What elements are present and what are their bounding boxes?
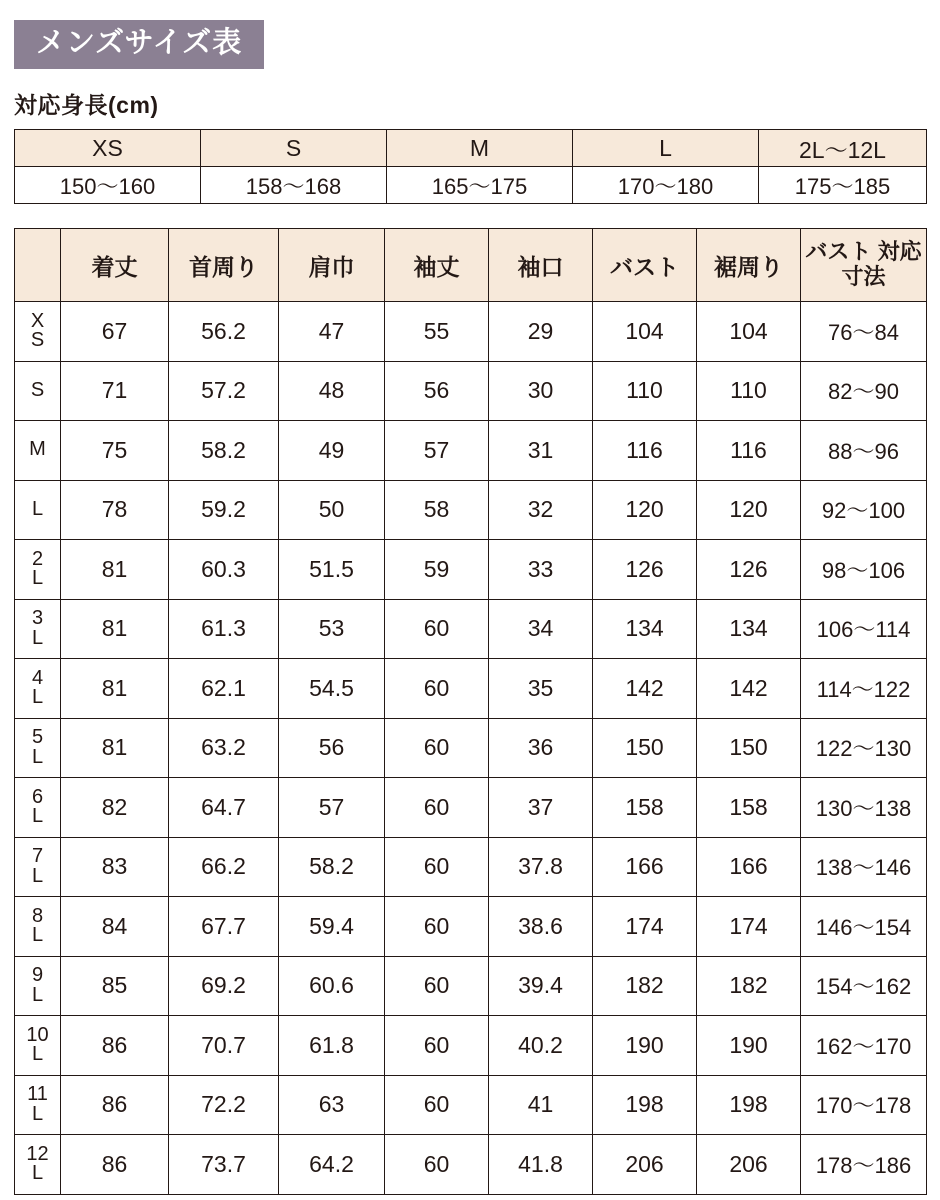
row-size-label (15, 778, 61, 838)
row-size-label-line: 7 (31, 845, 44, 868)
cell-measurement: 48 (279, 361, 385, 421)
cell-measurement: 198 (697, 1075, 801, 1135)
row-size-label-line: 2 (31, 547, 44, 570)
cell-measurement: 86 (61, 1075, 169, 1135)
row-size-label-line: M (29, 438, 46, 461)
row-size-label-line: S (30, 329, 45, 352)
cell-bust-fit-range: 146〜154 (801, 897, 927, 957)
cell-bust-fit-range: 138〜146 (801, 837, 927, 897)
cell-measurement: 67 (61, 302, 169, 362)
cell-measurement: 126 (697, 540, 801, 600)
row-size-label-line: 10 (26, 1023, 49, 1046)
cell-measurement: 110 (697, 361, 801, 421)
cell-measurement: 70.7 (169, 1016, 279, 1076)
cell-measurement: 59.2 (169, 480, 279, 540)
height-value-cell: 170〜180 (573, 167, 759, 204)
row-size-label (15, 480, 61, 540)
cell-measurement: 63 (279, 1075, 385, 1135)
cell-measurement: 60.3 (169, 540, 279, 600)
row-size-label-line: 5 (31, 726, 44, 749)
cell-measurement: 32 (489, 480, 593, 540)
cell-measurement: 206 (697, 1135, 801, 1195)
row-size-label-line: S (30, 378, 45, 401)
table-row (15, 1135, 927, 1195)
cell-measurement: 56 (385, 361, 489, 421)
cell-measurement: 31 (489, 421, 593, 481)
row-size-label-line: 11 (27, 1083, 48, 1106)
column-header-cuff: 袖口 (489, 229, 593, 302)
cell-bust-fit-range: 88〜96 (801, 421, 927, 481)
cell-measurement: 190 (593, 1016, 697, 1076)
row-size-label (15, 897, 61, 957)
measurements-body (15, 302, 927, 1195)
cell-measurement: 60 (385, 659, 489, 719)
row-size-label-line: L (31, 1162, 44, 1185)
cell-measurement: 58.2 (169, 421, 279, 481)
cell-measurement: 57 (385, 421, 489, 481)
table-row (15, 956, 927, 1016)
height-table (14, 129, 927, 204)
cell-measurement: 174 (593, 897, 697, 957)
row-size-label-line: L (31, 864, 44, 887)
cell-measurement: 50 (279, 480, 385, 540)
cell-measurement: 33 (489, 540, 593, 600)
table-row (15, 480, 927, 540)
row-size-label (15, 956, 61, 1016)
row-size-label-line: 9 (31, 964, 44, 987)
cell-measurement: 142 (593, 659, 697, 719)
cell-measurement: 60.6 (279, 956, 385, 1016)
cell-measurement: 58.2 (279, 837, 385, 897)
cell-measurement: 142 (697, 659, 801, 719)
cell-bust-fit-range: 122〜130 (801, 718, 927, 778)
cell-measurement: 61.3 (169, 599, 279, 659)
row-size-label (15, 1135, 61, 1195)
cell-measurement: 61.8 (279, 1016, 385, 1076)
cell-measurement: 126 (593, 540, 697, 600)
cell-measurement: 166 (697, 837, 801, 897)
cell-measurement: 67.7 (169, 897, 279, 957)
cell-measurement: 73.7 (169, 1135, 279, 1195)
height-header-cell: L (573, 130, 759, 167)
cell-measurement: 81 (61, 718, 169, 778)
column-header-shoulder: 肩巾 (279, 229, 385, 302)
cell-measurement: 60 (385, 718, 489, 778)
table-row (15, 302, 927, 362)
cell-measurement: 41.8 (489, 1135, 593, 1195)
row-size-label-line: L (31, 1043, 44, 1066)
table-row (15, 659, 927, 719)
cell-measurement: 150 (697, 718, 801, 778)
cell-measurement: 37 (489, 778, 593, 838)
cell-measurement: 56.2 (169, 302, 279, 362)
height-value-cell: 150〜160 (15, 167, 201, 204)
cell-measurement: 60 (385, 778, 489, 838)
cell-measurement: 60 (385, 1075, 489, 1135)
cell-measurement: 47 (279, 302, 385, 362)
column-header-bust-fit (801, 229, 927, 302)
cell-measurement: 64.2 (279, 1135, 385, 1195)
page-title: メンズサイズ表 (14, 20, 264, 69)
cell-measurement: 37.8 (489, 837, 593, 897)
row-size-label-line: L (31, 497, 44, 520)
cell-measurement: 57 (279, 778, 385, 838)
cell-measurement: 49 (279, 421, 385, 481)
cell-measurement: 81 (61, 540, 169, 600)
cell-bust-fit-range: 154〜162 (801, 956, 927, 1016)
row-size-label-line: L (31, 567, 44, 590)
row-size-label-line: 4 (31, 666, 44, 689)
table-row (15, 599, 927, 659)
row-size-label-line: L (31, 1102, 44, 1125)
cell-measurement: 158 (593, 778, 697, 838)
cell-bust-fit-range: 92〜100 (801, 480, 927, 540)
row-size-label-line: 6 (31, 785, 44, 808)
row-size-label-line: L (31, 924, 44, 947)
cell-bust-fit-range: 178〜186 (801, 1135, 927, 1195)
cell-measurement: 60 (385, 897, 489, 957)
cell-measurement: 38.6 (489, 897, 593, 957)
cell-measurement: 182 (697, 956, 801, 1016)
measurements-table (14, 228, 927, 1195)
row-size-label-line: X (30, 309, 45, 332)
cell-measurement: 182 (593, 956, 697, 1016)
measurements-header-row (15, 229, 927, 302)
cell-measurement: 116 (697, 421, 801, 481)
cell-measurement: 34 (489, 599, 593, 659)
cell-bust-fit-range: 98〜106 (801, 540, 927, 600)
table-row (15, 718, 927, 778)
row-size-label (15, 599, 61, 659)
cell-measurement: 64.7 (169, 778, 279, 838)
cell-measurement: 150 (593, 718, 697, 778)
cell-measurement: 41 (489, 1075, 593, 1135)
cell-measurement: 59 (385, 540, 489, 600)
corner-cell (15, 229, 61, 302)
cell-measurement: 57.2 (169, 361, 279, 421)
cell-measurement: 134 (593, 599, 697, 659)
cell-bust-fit-range: 162〜170 (801, 1016, 927, 1076)
row-size-label (15, 1016, 61, 1076)
cell-measurement: 58 (385, 480, 489, 540)
row-size-label (15, 540, 61, 600)
cell-bust-fit-range: 106〜114 (801, 599, 927, 659)
cell-measurement: 116 (593, 421, 697, 481)
row-size-label-line: L (31, 686, 44, 709)
cell-measurement: 40.2 (489, 1016, 593, 1076)
cell-measurement: 60 (385, 837, 489, 897)
cell-measurement: 166 (593, 837, 697, 897)
row-size-label-line: L (31, 626, 44, 649)
cell-bust-fit-range: 170〜178 (801, 1075, 927, 1135)
cell-measurement: 29 (489, 302, 593, 362)
height-value-cell: 158〜168 (201, 167, 387, 204)
cell-measurement: 158 (697, 778, 801, 838)
height-header-cell: XS (15, 130, 201, 167)
cell-measurement: 60 (385, 956, 489, 1016)
cell-measurement: 83 (61, 837, 169, 897)
cell-measurement: 56 (279, 718, 385, 778)
cell-measurement: 36 (489, 718, 593, 778)
row-size-label-line: L (31, 983, 44, 1006)
cell-bust-fit-range: 114〜122 (801, 659, 927, 719)
column-header-sleeve-length: 袖丈 (385, 229, 489, 302)
cell-measurement: 71 (61, 361, 169, 421)
table-row (15, 421, 927, 481)
cell-measurement: 134 (697, 599, 801, 659)
cell-measurement: 81 (61, 599, 169, 659)
cell-measurement: 53 (279, 599, 385, 659)
cell-measurement: 54.5 (279, 659, 385, 719)
cell-measurement: 86 (61, 1135, 169, 1195)
cell-bust-fit-range: 82〜90 (801, 361, 927, 421)
cell-bust-fit-range: 76〜84 (801, 302, 927, 362)
row-size-label (15, 421, 61, 481)
column-header-hem: 裾周り (697, 229, 801, 302)
cell-measurement: 62.1 (169, 659, 279, 719)
cell-measurement: 63.2 (169, 718, 279, 778)
row-size-label (15, 1075, 61, 1135)
column-header-bust: バスト (593, 229, 697, 302)
cell-measurement: 60 (385, 1135, 489, 1195)
cell-measurement: 110 (593, 361, 697, 421)
row-size-label (15, 837, 61, 897)
table-row (15, 540, 927, 600)
row-size-label-line: 12 (26, 1142, 49, 1165)
height-value-cell: 175〜185 (759, 167, 927, 204)
row-size-label-line: 8 (31, 904, 44, 927)
height-section-label: 対応身長(cm) (14, 92, 159, 118)
cell-measurement: 82 (61, 778, 169, 838)
height-header-cell: S (201, 130, 387, 167)
cell-measurement: 190 (697, 1016, 801, 1076)
table-row (15, 778, 927, 838)
table-row (15, 361, 927, 421)
cell-measurement: 59.4 (279, 897, 385, 957)
cell-measurement: 35 (489, 659, 593, 719)
cell-measurement: 51.5 (279, 540, 385, 600)
height-header-row (15, 130, 927, 167)
row-size-label-line: L (31, 805, 44, 828)
column-header-body-length: 着丈 (61, 229, 169, 302)
cell-measurement: 104 (697, 302, 801, 362)
cell-measurement: 69.2 (169, 956, 279, 1016)
row-size-label (15, 361, 61, 421)
height-header-cell: M (387, 130, 573, 167)
height-header-cell: 2L〜12L (759, 130, 927, 167)
cell-measurement: 30 (489, 361, 593, 421)
table-row (15, 1016, 927, 1076)
cell-measurement: 198 (593, 1075, 697, 1135)
table-row (15, 897, 927, 957)
cell-measurement: 81 (61, 659, 169, 719)
table-row (15, 1075, 927, 1135)
column-header-bust-fit-line1: バスト (805, 239, 872, 265)
column-header-bust-fit-line2: 対応寸法 (841, 239, 922, 289)
height-value-cell: 165〜175 (387, 167, 573, 204)
cell-measurement: 120 (697, 480, 801, 540)
row-size-label-line: 3 (31, 607, 44, 630)
cell-measurement: 66.2 (169, 837, 279, 897)
cell-measurement: 75 (61, 421, 169, 481)
cell-measurement: 85 (61, 956, 169, 1016)
row-size-label (15, 302, 61, 362)
height-value-row (15, 167, 927, 204)
cell-measurement: 72.2 (169, 1075, 279, 1135)
cell-measurement: 206 (593, 1135, 697, 1195)
cell-measurement: 60 (385, 599, 489, 659)
cell-measurement: 174 (697, 897, 801, 957)
table-row (15, 837, 927, 897)
column-header-neck: 首周り (169, 229, 279, 302)
cell-bust-fit-range: 130〜138 (801, 778, 927, 838)
cell-measurement: 84 (61, 897, 169, 957)
cell-measurement: 104 (593, 302, 697, 362)
row-size-label-line: L (31, 745, 44, 768)
cell-measurement: 86 (61, 1016, 169, 1076)
row-size-label (15, 718, 61, 778)
cell-measurement: 120 (593, 480, 697, 540)
cell-measurement: 78 (61, 480, 169, 540)
cell-measurement: 60 (385, 1016, 489, 1076)
cell-measurement: 55 (385, 302, 489, 362)
row-size-label (15, 659, 61, 719)
cell-measurement: 39.4 (489, 956, 593, 1016)
